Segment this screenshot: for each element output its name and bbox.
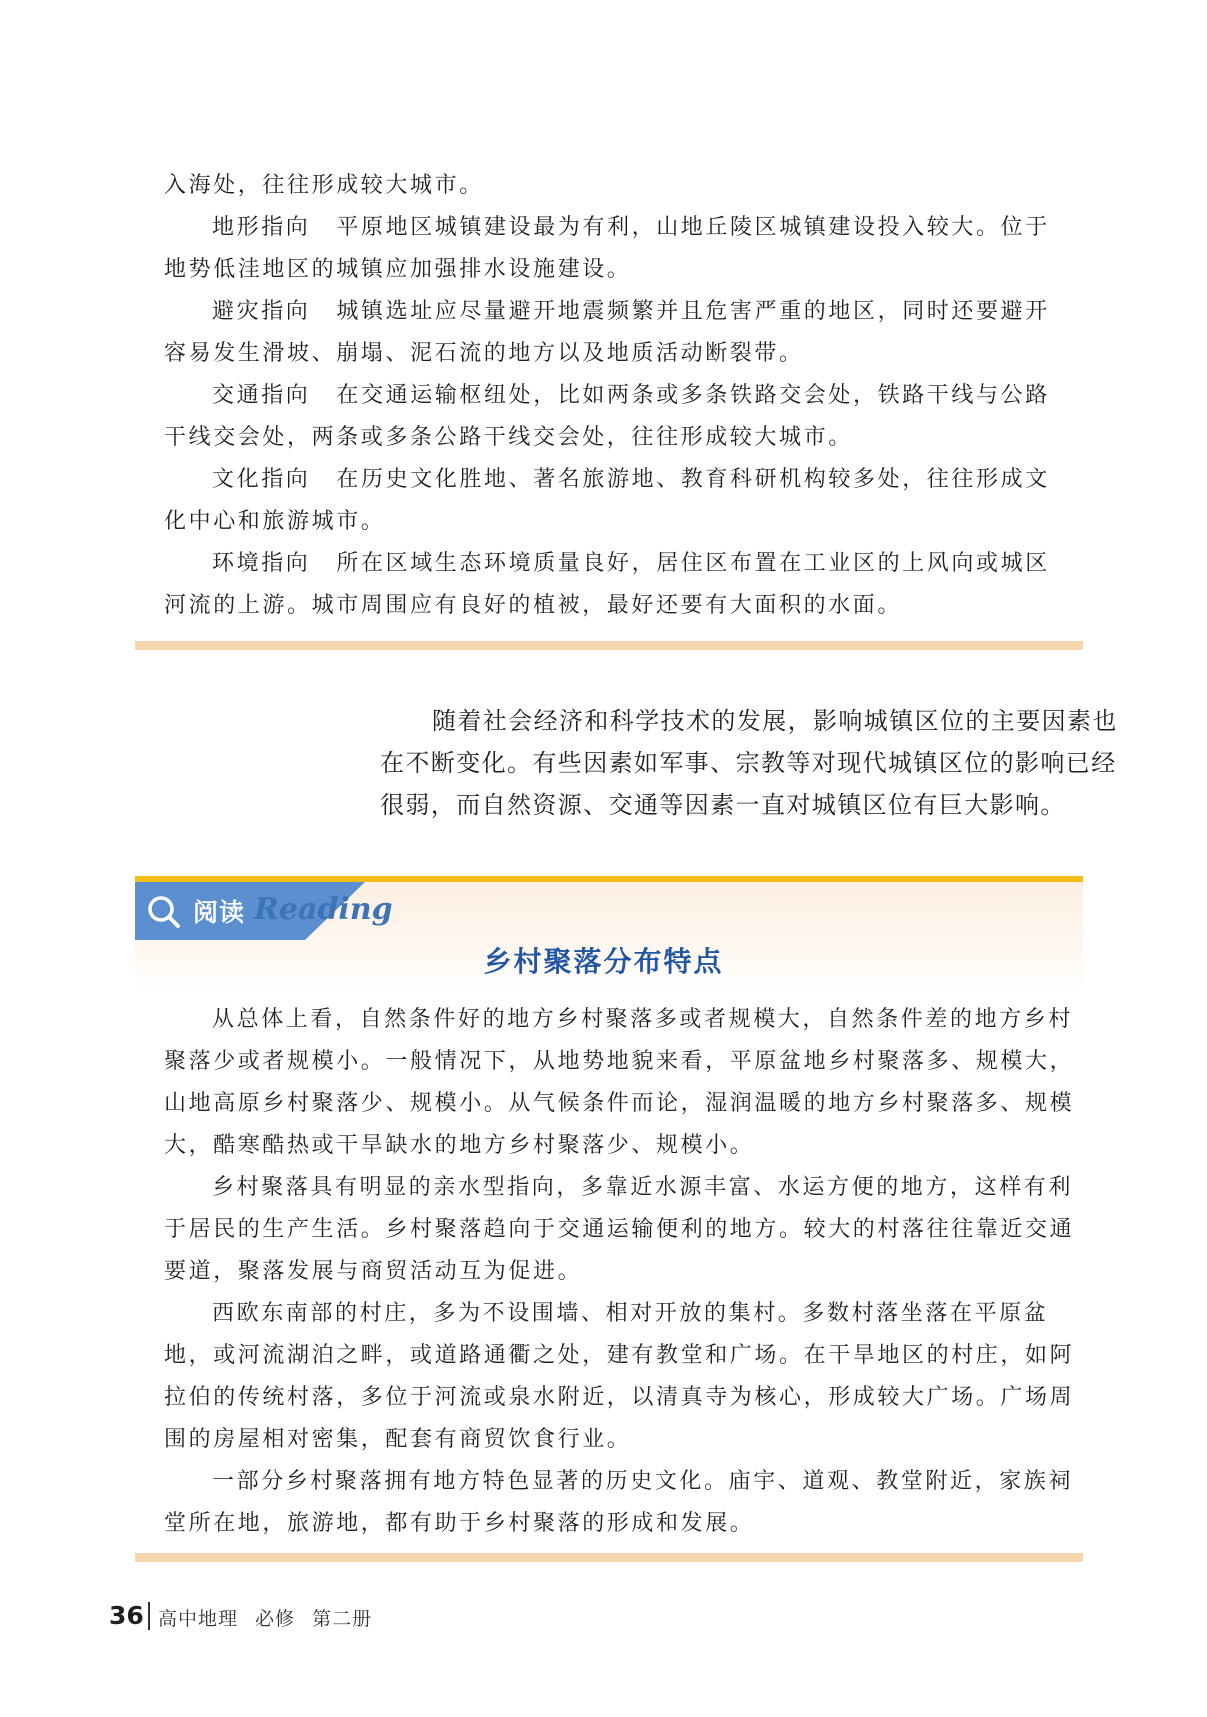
orientation-keyword: 交通指向 [212, 383, 311, 408]
page-number: 36 [109, 1601, 144, 1630]
orientation-paragraph [164, 459, 1054, 543]
paragraph-line [164, 375, 1054, 417]
summary-line: 在不断变化。有些因素如军事、宗教等对现代城镇区位的影响已经 [380, 749, 1117, 777]
reading-paragraph [164, 1293, 1075, 1461]
reading-paragraph [164, 1167, 1075, 1293]
orientation-paragraph [164, 291, 1054, 375]
reading-bottom-divider [135, 1553, 1083, 1562]
reading-line: 大，酷寒酷热或干旱缺水的地方乡村聚落少、规模小。 [164, 1133, 755, 1158]
reading-line: 乡村聚落具有明显的亲水型指向，多靠近水源丰富、水运方便的地方，这样有利 [212, 1175, 1074, 1200]
reading-line: 于居民的生产生活。乡村聚落趋向于交通运输便利的地方。较大的村落往往靠近交通 [164, 1217, 1075, 1242]
paragraph-line: 地势低洼地区的城镇应加强排水设施建设。 [164, 257, 632, 282]
reading-tag-label: 阅读 [193, 898, 246, 927]
summary-line: 很弱，而自然资源、交通等因素一直对城镇区位有巨大影响。 [380, 791, 1066, 819]
paragraph-text: 平原地区城镇建设最为有利，山地丘陵区城镇建设投入较大。位于 [336, 215, 1050, 240]
orientation-keyword: 地形指向 [212, 215, 311, 240]
intro-line: 入海处，往往形成较大城市。 [164, 173, 484, 198]
book-title: 高中地理 必修 第二册 [158, 1608, 373, 1630]
paragraph-line: 化中心和旅游城市。 [164, 509, 386, 534]
reading-line: 围的房屋相对密集，配套有商贸饮食行业。 [164, 1427, 632, 1452]
reading-line: 山地高原乡村聚落少、规模小。从气候条件而论，湿润温暖的地方乡村聚落多、规模 [164, 1091, 1075, 1116]
reading-line: 拉伯的传统村落，多位于河流或泉水附近，以清真寺为核心，形成较大广场。广场周 [164, 1385, 1075, 1410]
reading-line: 从总体上看，自然条件好的地方乡村聚落多或者规模大，自然条件差的地方乡村 [212, 1007, 1074, 1032]
paragraph-text: 在交通运输枢纽处，比如两条或多条铁路交会处，铁路干线与公路 [336, 383, 1050, 408]
paragraph-text: 在历史文化胜地、著名旅游地、教育科研机构较多处，往往形成文 [336, 467, 1050, 492]
reading-line: 要道，聚落发展与商贸活动互为促进。 [164, 1259, 583, 1284]
orientation-paragraph [164, 207, 1054, 291]
reading-title: 乡村聚落分布特点 [483, 945, 724, 978]
paragraph-text: 城镇选址应尽量避开地震频繁并且危害严重的地区，同时还要避开 [336, 299, 1050, 324]
reading-body [164, 999, 1075, 1545]
orientation-keyword: 避灾指向 [212, 299, 311, 324]
orientation-paragraph [164, 375, 1054, 459]
orientation-keyword: 环境指向 [212, 551, 311, 576]
summary-line: 随着社会经济和科学技术的发展，影响城镇区位的主要因素也 [432, 707, 1118, 735]
summary-block [380, 700, 1118, 826]
paragraph-text: 所在区域生态环境质量良好，居住区布置在工业区的上风向或城区 [336, 551, 1050, 576]
reading-line: 堂所在地，旅游地，都有助于乡村聚落的形成和发展。 [164, 1511, 755, 1536]
paragraph-line [164, 291, 1054, 333]
reading-tag-english: Reading [254, 892, 393, 927]
reading-line: 聚落少或者规模小。一般情况下，从地势地貌来看，平原盆地乡村聚落多、规模大， [164, 1049, 1075, 1074]
reading-line: 地，或河流湖泊之畔，或道路通衢之处，建有教堂和广场。在干旱地区的村庄，如阿 [164, 1343, 1075, 1368]
reading-paragraph [164, 1461, 1074, 1545]
paragraph-line [164, 459, 1054, 501]
top-section [164, 165, 1054, 627]
reading-paragraph [164, 999, 1075, 1167]
paragraph-line: 干线交会处，两条或多条公路干线交会处，往往形成较大城市。 [164, 425, 853, 450]
orientation-keyword: 文化指向 [212, 467, 311, 492]
orientation-paragraph [164, 543, 1054, 627]
footer-separator [148, 1602, 150, 1630]
reading-line: 一部分乡村聚落拥有地方特色显著的历史文化。庙宇、道观、教堂附近，家族祠 [212, 1469, 1074, 1494]
paragraph-line: 河流的上游。城市周围应有良好的植被，最好还要有大面积的水面。 [164, 593, 903, 618]
section-divider [135, 641, 1083, 650]
paragraph-line [164, 207, 1054, 249]
paragraph-line [164, 543, 1054, 585]
reading-line: 西欧东南部的村庄，多为不设围墙、相对开放的集村。多数村落坐落在平原盆 [212, 1301, 1049, 1326]
paragraph-line: 容易发生滑坡、崩塌、泥石流的地方以及地质活动断裂带。 [164, 341, 804, 366]
